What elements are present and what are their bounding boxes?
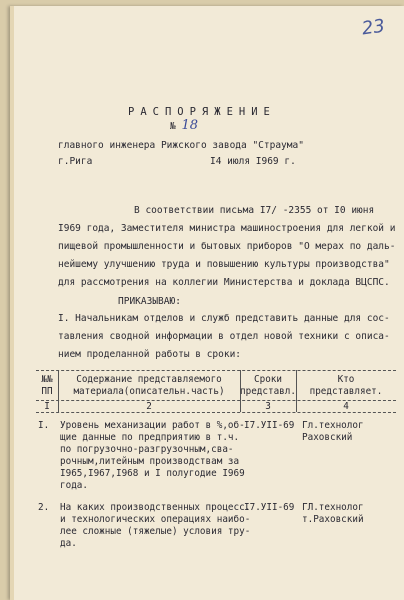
row-2-content-line-3: лее сложные (тяжелые) условия тру-	[60, 526, 251, 537]
number-value: 18	[181, 118, 199, 133]
issuer-line: главного инженера Рижского завода "Страума"	[58, 140, 304, 151]
row-1-deadline: I7.УII-69	[244, 420, 295, 431]
place: г.Рига	[58, 156, 93, 167]
page-edge	[10, 6, 14, 600]
paragraph-one-line-2: тавления сводной информации в отдел новой техники с описа-	[58, 331, 390, 342]
paragraph-one-line-1: I. Начальникам отделов и служб представить данные для сос-	[58, 313, 390, 324]
row-1-content-line-3: по погрузочно-разгрузочным,сва-	[60, 444, 234, 455]
preamble-line-5: для рассмотрения на коллегии Министерства и доклада ВЦСПС.	[58, 277, 390, 288]
preamble-line-4: нейшему улучшению труда и повышению культуры производства"	[58, 259, 390, 270]
page-number: 23	[360, 15, 387, 40]
header-deadline-line-2: представл.	[240, 386, 296, 397]
number-label: №	[170, 121, 176, 132]
row-2-content-line-1: На каких производственных процесс.	[60, 502, 251, 513]
row-2-deadline: I7.УII-69	[244, 502, 295, 513]
header-who-line-1: Кто	[337, 374, 355, 385]
row-1-content-line-6: года.	[60, 480, 88, 491]
header-deadline-line-1: Сроки	[254, 374, 282, 385]
index-cell-1: I	[44, 401, 50, 412]
row-2-who-line-2: т.Раховский	[302, 514, 364, 525]
document-date: I4 июля I969 г.	[210, 156, 296, 167]
header-num-line-2: ПП	[41, 386, 53, 397]
preamble-line-3: пищевой промышленности и бытовых приборов "О мерах по даль-	[58, 241, 396, 252]
row-2-content-line-4: да.	[60, 538, 77, 549]
document-page	[10, 6, 404, 600]
row-1-content-line-1: Уровень механизации работ в %,об-	[60, 420, 245, 431]
row-1-who-line-2: Раховский	[302, 432, 353, 443]
row-2-num: 2.	[38, 502, 50, 513]
row-1-num: I.	[38, 420, 50, 431]
document-title: РАСПОРЯЖЕНИЕ	[128, 106, 276, 118]
index-cell-4: 4	[343, 401, 349, 412]
header-num-line-1: №№	[41, 374, 53, 385]
header-content-line-1: Содержание представляемого	[76, 374, 222, 385]
row-2-who-line-1: ГЛ.технолог	[302, 502, 364, 513]
index-cell-2: 2	[146, 401, 152, 412]
row-1-who-line-1: Гл.технолог	[302, 420, 364, 431]
row-1-content-line-4: рочным,литейным производствам за	[60, 456, 240, 467]
order-number	[170, 120, 198, 133]
index-cell-3: 3	[265, 401, 271, 412]
order-heading: ПРИКАЗЫВАЮ:	[118, 296, 181, 307]
header-content-line-2: материала(описательн.часть)	[73, 386, 225, 397]
row-2-content-line-2: и технологических операциях наибо-	[60, 514, 251, 525]
header-who-line-2: представляет.	[309, 386, 383, 397]
preamble-line-2: I969 года, Заместителя министра машиностроения для легкой и	[58, 223, 396, 234]
preamble-line-1: В соответствии письма I7/ -2355 от I0 июня	[134, 205, 375, 216]
deadlines-table	[36, 370, 396, 590]
paragraph-one-line-3: нием проделанной работы в сроки:	[58, 349, 242, 360]
row-1-content-line-2: щие данные по предприятию в т.ч.	[60, 432, 240, 443]
table-rule-top	[36, 370, 396, 371]
row-1-content-line-5: I965,I967,I968 и I полугодие I969	[60, 468, 245, 479]
